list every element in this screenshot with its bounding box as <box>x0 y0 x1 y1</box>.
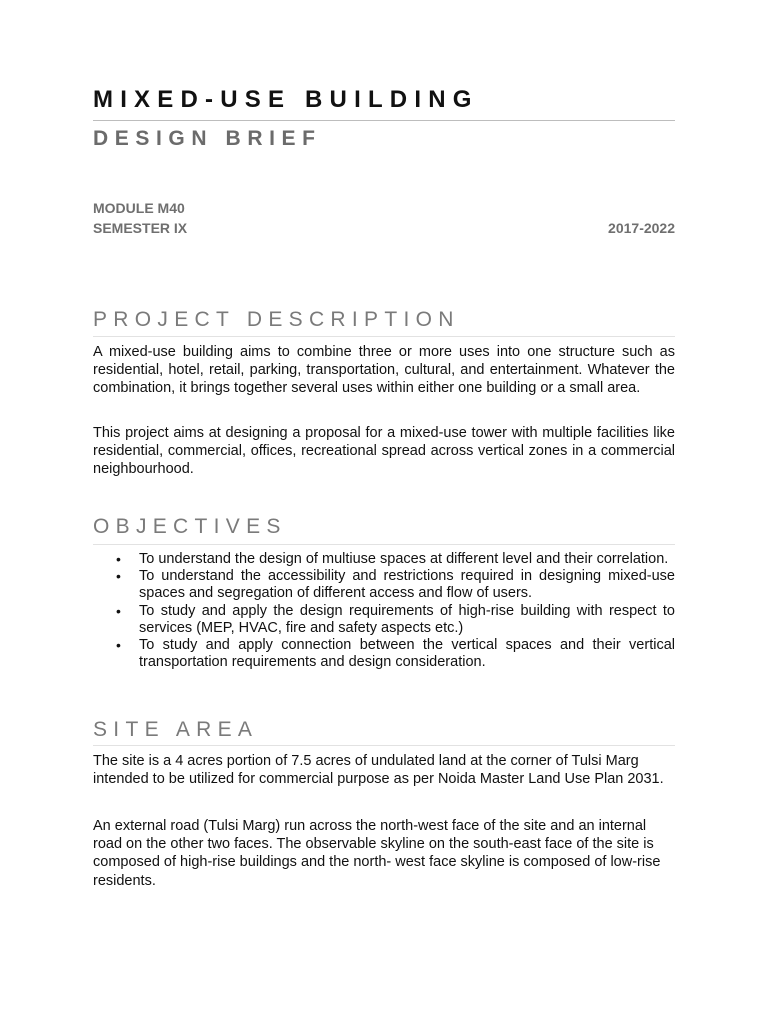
semester-label: SEMESTER IX <box>93 220 188 236</box>
list-item <box>93 568 675 602</box>
site-area-paragraph-2: An external road (Tulsi Marg) run across the north-west face of the site and an internal road on the other two faces. The observable skyline on the south-east face of the site is composed of high-rise buildings and the north- west face skyline is composed of low-rise residents. <box>93 818 661 889</box>
document-title: MIXED-USE BUILDING <box>93 86 479 113</box>
objective-text: To understand the design of multiuse spaces at different level and their correlation. <box>139 551 669 567</box>
section-heading-objectives: OBJECTIVES <box>93 515 287 538</box>
list-item <box>93 603 675 637</box>
bullet-icon: • <box>116 602 121 619</box>
section-heading-site-area: SITE AREA <box>93 718 259 741</box>
project-description-paragraph-2: This project aims at designing a proposal for a mixed-use tower with multiple facilities like residential, commercial, offices, recreational spread across vertical zones in a commercial neighbourhood. <box>93 425 675 478</box>
objectives-list <box>93 551 675 671</box>
bullet-icon: • <box>116 637 121 654</box>
title-divider <box>93 120 675 121</box>
list-item <box>93 637 675 671</box>
document-subtitle: DESIGN BRIEF <box>93 127 322 150</box>
section-divider <box>93 745 675 746</box>
bullet-icon: • <box>116 568 121 585</box>
project-description-paragraph-1: A mixed-use building aims to combine three or more uses into one structure such as residential, hotel, retail, parking, transportation, cultural, and entertainment. Whatever the combination, it brings together several uses within either one building or a small area. <box>93 344 675 397</box>
list-item <box>93 551 675 568</box>
objective-text: To study and apply the design requirements of high-rise building with respect to services (MEP, HVAC, fire and safety aspects etc.) <box>139 602 675 636</box>
module-label: MODULE M40 <box>93 200 185 216</box>
bullet-icon: • <box>116 551 121 567</box>
years-label: 2017-2022 <box>608 220 675 236</box>
section-heading-project-description: PROJECT DESCRIPTION <box>93 308 460 331</box>
section-divider <box>93 544 675 545</box>
section-divider <box>93 336 675 337</box>
site-area-paragraph-1: The site is a 4 acres portion of 7.5 acres of undulated land at the corner of Tulsi Marg intended to be utilized for commercial purpose as per Noida Master Land Use Plan 2031. <box>93 753 664 788</box>
objective-text: To study and apply connection between the vertical spaces and their vertical transportation requirements and design consideration. <box>139 637 675 671</box>
objective-text: To understand the accessibility and restrictions required in designing mixed-use spaces and segregation of different access and flow of users. <box>139 568 675 602</box>
